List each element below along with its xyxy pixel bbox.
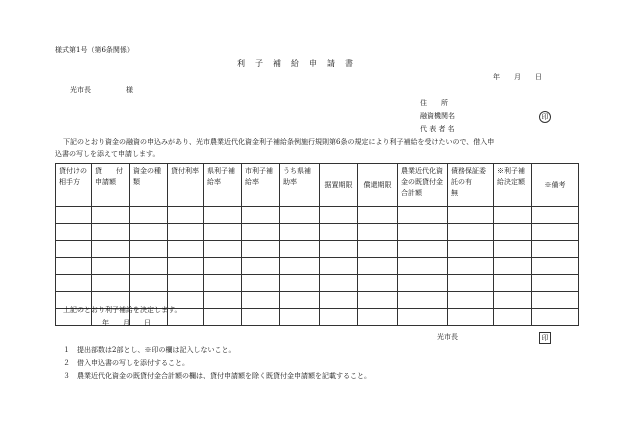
form-number: 様式第1号（第6条関係） [55,46,134,54]
form-title: 利 子 補 給 申 請 書 [237,59,354,68]
body-text-line-1: 下記のとおり資金の融資の申込みがあり、光市農業近代化資金利子補給条例施行規則第6条の規定により利子補給を受けたいので、借入申 [63,138,495,146]
decision-date: 年 月 日 [102,319,151,327]
header-loan-amount: 貸 付申請額 [92,164,130,207]
header-remarks: ※備考 [532,164,579,207]
applicant-address-label: 住 所 [420,99,448,107]
header-repayment-period: 償還期限 [358,164,398,207]
body-text-line-2: 込書の写しを添えて申請します。 [55,150,160,158]
header-prefecture-aid-rate: うち県補助率 [280,164,320,207]
table-row [56,275,579,292]
table-header-row [56,164,579,207]
decision-text: 上記のとおり利子補給を決定します。 [63,306,182,314]
table-row [56,258,579,275]
application-date: 年 月 日 [493,73,542,81]
header-guarantee: 債務保証委託の有 無 [448,164,494,207]
header-loan-rate: 貸付利率 [168,164,204,207]
decision-seal: 印 [539,332,551,344]
table-row [56,224,579,241]
applicant-institution-label: 融資機関名 [420,112,455,120]
application-table [55,163,579,326]
note-1: １ 提出部数は2部とし、※印の欄は記入しないこと。 [63,346,236,354]
header-grace-period: 据置期限 [320,164,358,207]
decision-mayor-label: 光市長 [437,333,458,341]
note-3: ３ 農業近代化資金の既貸付金合計額の欄は、貸付申請額を除く既貸付金申請額を記載すること。 [63,372,371,380]
applicant-seal: 印 [539,111,551,123]
header-fund-type: 資金の種 類 [130,164,168,207]
header-borrower: 貸付けの相手方 [56,164,92,207]
table-row [56,241,579,258]
header-prefecture-subsidy-rate: 県利子補給率 [204,164,242,207]
addressee: 光市長 様 [70,86,133,94]
table-row [56,207,579,224]
note-2: ２ 借入申込書の写しを添付すること。 [63,359,189,367]
applicant-representative-label: 代 表 者 名 [420,125,455,133]
header-decided-amount: ※利子補給決定額 [494,164,532,207]
header-city-subsidy-rate: 市利子補給率 [242,164,280,207]
header-existing-loan-total: 農業近代化資金の既貸付金合計額 [398,164,448,207]
